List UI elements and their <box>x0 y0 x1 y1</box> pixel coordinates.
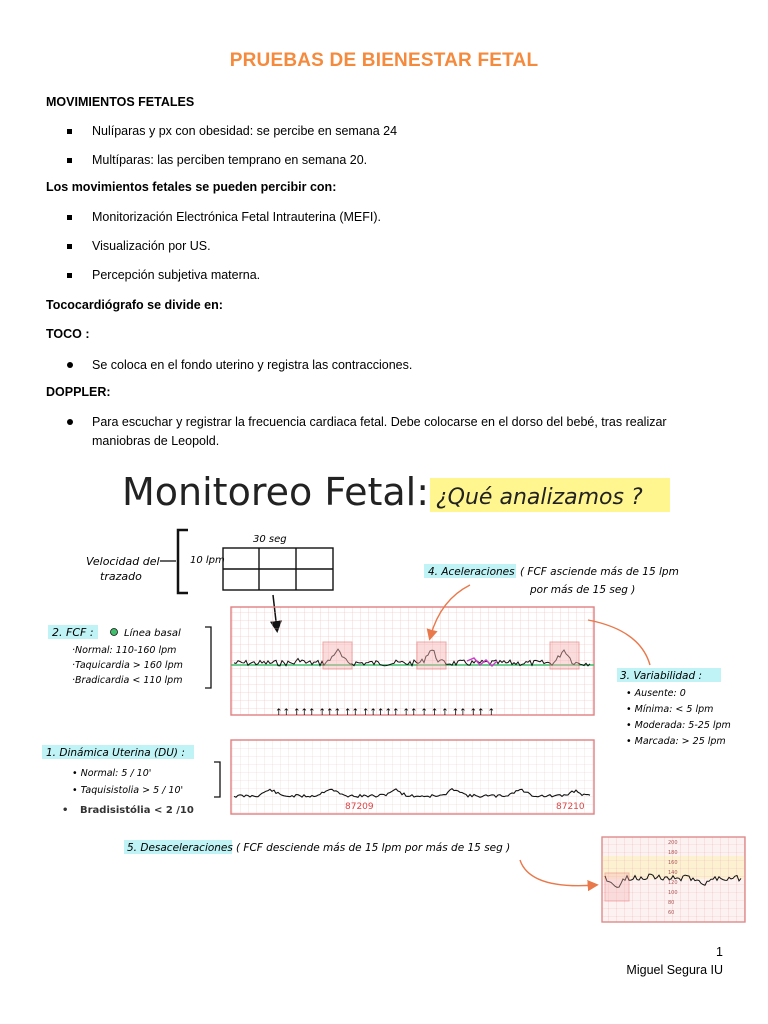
fcf-item: ·Bradicardia < 110 lpm <box>72 675 183 686</box>
acel-text-2: por más de 15 seg ) <box>530 584 636 596</box>
fcf-item: ·Taquicardia > 160 lpm <box>72 660 183 671</box>
desac-title: 5. Desaceleraciones <box>127 842 233 854</box>
fcf-basal: Línea basal <box>124 628 181 639</box>
green-dot-icon <box>111 629 118 636</box>
list-item: Percepción subjetiva materna. <box>92 266 722 285</box>
tick-label: 100 <box>668 890 678 896</box>
heading-toco: TOCO : <box>46 327 90 341</box>
var-item: • Marcada: > 25 lpm <box>626 736 726 747</box>
du-item: • Taquisistolia > 5 / 10' <box>72 785 184 796</box>
desac-arrow <box>520 860 596 886</box>
acel-title: 4. Aceleraciones <box>428 566 515 578</box>
list-item: Visualización por US. <box>92 237 722 256</box>
list-item: Se coloca en el fondo uterino y registra las contracciones. <box>92 356 722 375</box>
tick-label: 120 <box>668 880 678 886</box>
heading-percibir: Los movimientos fetales se pueden percibir con: <box>46 180 337 194</box>
fcf-item: ·Normal: 110-160 lpm <box>72 645 177 656</box>
tick-label: 160 <box>668 860 678 866</box>
lpm-label: 10 lpm <box>190 555 225 566</box>
var-item: • Mínima: < 5 lpm <box>626 704 714 715</box>
tick-label: 200 <box>668 840 678 846</box>
var-arrow <box>588 620 650 665</box>
list-item: Monitorización Electrónica Fetal Intrauterina (MEFI). <box>92 208 722 227</box>
speed-grid <box>223 548 333 590</box>
var-title: 3. Variabilidad : <box>620 670 703 682</box>
strip-label-2: 87210 <box>556 802 585 812</box>
list-item: Para escuchar y registrar la frecuencia cardiaca fetal. Debe colocarse en el dorso del bebé, tras realizar maniobras de Leopold. <box>92 413 722 451</box>
var-item: • Moderada: 5-25 lpm <box>626 720 731 731</box>
seg-label: 30 seg <box>253 534 287 545</box>
tick-label: 140 <box>668 870 678 876</box>
movement-marks: ↑↑ ↑↑↑ ↑↑↑ ↑↑ ↑↑↑↑↑ ↑↑ ↑ ↑ ↑ ↑↑ ↑↑ ↑ <box>275 708 495 718</box>
var-item: • Ausente: 0 <box>626 688 686 699</box>
list-item: Multíparas: las perciben temprano en semana 20. <box>92 151 722 170</box>
bradisistolia-text: • <box>62 805 69 816</box>
desac-strip <box>602 837 745 922</box>
strip-label-1: 87209 <box>345 802 374 812</box>
bradisistolia-text: Bradisistólia < 2 /10 <box>80 805 194 816</box>
tick-label: 60 <box>668 910 675 916</box>
velocidad-label-1: Velocidad del <box>86 555 160 568</box>
du-item: • Normal: 5 / 10' <box>72 768 152 779</box>
document-title: PRUEBAS DE BIENESTAR FETAL <box>229 50 539 71</box>
heading-doppler: DOPPLER: <box>46 385 111 399</box>
brace <box>178 530 188 593</box>
tick-label: 80 <box>668 900 675 906</box>
velocidad-label-2: trazado <box>100 570 142 583</box>
desac-text: ( FCF desciende más de 15 lpm por más de 15 seg ) <box>236 842 511 854</box>
fcf-title: 2. FCF : <box>52 626 94 639</box>
fcf-bracket <box>205 627 211 688</box>
du-bracket <box>214 762 220 797</box>
fcf-strip <box>231 607 594 814</box>
list-item: Nulíparas y px con obesidad: se percibe en semana 24 <box>92 122 722 141</box>
acel-text-1: ( FCF asciende más de 15 lpm <box>520 566 679 578</box>
author: Miguel Segura IU <box>626 963 723 977</box>
du-title: 1. Dinámica Uterina (DU) : <box>46 747 185 759</box>
figure-subtitle: ¿Qué analizamos ? <box>436 485 643 510</box>
monitoreo-fetal-figure <box>0 460 768 950</box>
tick-label: 180 <box>668 850 678 856</box>
page-number: 1 <box>716 945 723 959</box>
heading-movimientos: MOVIMIENTOS FETALES <box>46 95 195 109</box>
figure-title: Monitoreo Fetal: <box>122 470 430 514</box>
heading-tococardiografo: Tococardiógrafo se divide en: <box>46 298 223 312</box>
